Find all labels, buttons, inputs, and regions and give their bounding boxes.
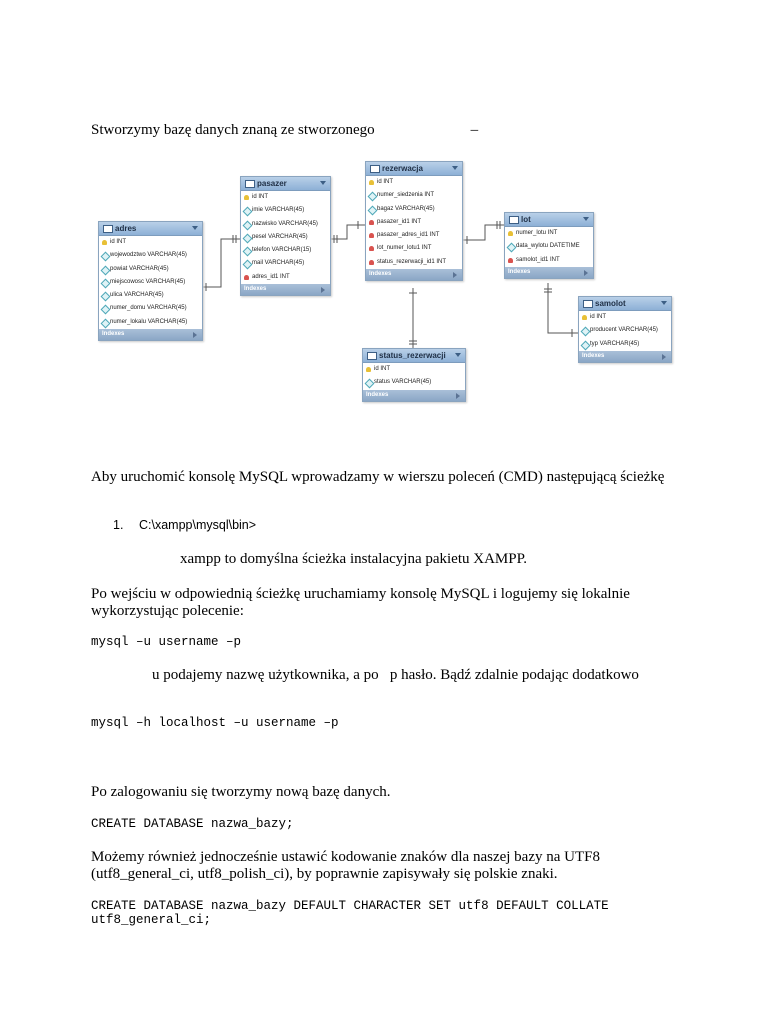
paragraph-encoding: Możemy również jednocześnie ustawić kodowanie znaków dla naszej bazy na UTF8 (utf8_general_ci, utf8_polish_ci), by poprawnie zapisywały się polskie znaki. <box>91 849 600 882</box>
link-adres-pasazer <box>202 239 240 287</box>
column-label: numer_lokalu VARCHAR(45) <box>110 318 188 325</box>
entity-column <box>241 244 330 257</box>
indexes-section[interactable] <box>579 351 671 362</box>
expand-arrow-icon[interactable] <box>662 354 666 360</box>
foreign-key-icon <box>244 275 249 280</box>
link-rezerwacja-lot <box>462 225 504 240</box>
entity-column <box>505 240 593 253</box>
intro-sentence: Stworzymy bazę danych znaną ze stworzonego <box>91 122 375 138</box>
entity-column <box>99 263 202 276</box>
indexes-label: Indexes <box>366 391 389 398</box>
chevron-down-icon[interactable] <box>452 166 458 170</box>
column-icon <box>101 292 111 302</box>
indexes-label: Indexes <box>244 286 267 293</box>
entity-column <box>99 276 202 289</box>
entity-column <box>366 229 462 242</box>
entity-header[interactable] <box>366 162 462 176</box>
entity-samolot[interactable] <box>578 296 672 363</box>
entity-header[interactable] <box>579 297 671 311</box>
primary-key-icon <box>582 315 587 320</box>
foreign-key-icon <box>369 233 374 238</box>
column-label: status VARCHAR(45) <box>374 379 432 386</box>
column-label: pasazer_adres_id1 INT <box>377 232 440 239</box>
paragraph-create: Po zalogowaniu się tworzymy nową bazę danych. <box>91 784 391 800</box>
indexes-label: Indexes <box>582 352 605 359</box>
column-label: pesel VARCHAR(45) <box>252 233 308 240</box>
column-label: id INT <box>252 194 269 200</box>
indexes-section[interactable] <box>366 269 462 280</box>
column-label: adres_id1 INT <box>252 273 290 280</box>
primary-key-icon <box>366 367 371 372</box>
entity-column <box>99 316 202 329</box>
er-diagram <box>90 155 680 415</box>
entity-column <box>99 249 202 262</box>
chevron-down-icon[interactable] <box>583 217 589 221</box>
entity-column <box>366 203 462 216</box>
entity-adres[interactable] <box>98 221 203 341</box>
entity-header[interactable] <box>363 349 465 363</box>
code-login: mysql –u username –p <box>91 635 242 649</box>
column-icon <box>101 318 111 328</box>
entity-column <box>241 271 330 284</box>
column-icon <box>101 252 111 262</box>
column-icon <box>243 233 253 243</box>
entity-column <box>241 191 330 204</box>
column-label: wojewodztwo VARCHAR(45) <box>110 252 187 259</box>
column-label: typ VARCHAR(45) <box>590 340 640 347</box>
table-icon <box>245 180 255 188</box>
entity-column <box>505 254 593 267</box>
expand-arrow-icon[interactable] <box>193 332 197 338</box>
expand-arrow-icon[interactable] <box>584 270 588 276</box>
indexes-label: Indexes <box>102 331 125 338</box>
column-label: nazwisko VARCHAR(45) <box>252 220 318 227</box>
entity-column <box>99 289 202 302</box>
column-label: powiat VARCHAR(45) <box>110 265 169 272</box>
column-label: numer_lotu INT <box>516 230 558 236</box>
column-icon <box>243 207 253 217</box>
link-pasazer-rezerwacja <box>330 225 365 239</box>
entity-name: lot <box>521 215 531 224</box>
paragraph-login: Po wejściu w odpowiednią ścieżkę uruchamiamy konsolę MySQL i logujemy się lokalnie wykorzystując polecenie: <box>91 586 630 619</box>
column-icon <box>507 243 517 253</box>
table-icon <box>583 300 593 308</box>
list-item-path <box>113 518 256 532</box>
entity-rezerwacja[interactable] <box>365 161 463 281</box>
entity-name: rezerwacja <box>382 164 423 173</box>
entity-column <box>363 363 465 376</box>
table-icon <box>370 165 380 173</box>
paragraph-xampp: xampp to domyślna ścieżka instalacyjna pakietu XAMPP. <box>180 551 528 567</box>
foreign-key-icon <box>369 220 374 225</box>
table-icon <box>103 225 113 233</box>
entity-column <box>241 204 330 217</box>
entity-column <box>241 257 330 270</box>
expand-arrow-icon[interactable] <box>321 287 325 293</box>
entity-header[interactable] <box>99 222 202 236</box>
entity-header[interactable] <box>505 213 593 227</box>
column-icon <box>101 265 111 275</box>
column-label: telefon VARCHAR(15) <box>252 247 312 254</box>
column-label: lot_numer_lotu1 INT <box>377 245 432 252</box>
column-label: ulica VARCHAR(45) <box>110 292 164 299</box>
expand-arrow-icon[interactable] <box>453 272 457 278</box>
intro-text <box>91 122 478 139</box>
expand-arrow-icon[interactable] <box>456 393 460 399</box>
entity-column <box>366 216 462 229</box>
entity-column <box>363 376 465 389</box>
primary-key-icon <box>244 195 249 200</box>
indexes-section[interactable] <box>505 267 593 278</box>
column-icon <box>101 305 111 315</box>
entity-name: adres <box>115 224 137 233</box>
foreign-key-icon <box>508 258 513 263</box>
column-icon <box>368 205 378 215</box>
primary-key-icon <box>508 231 513 236</box>
foreign-key-icon <box>369 246 374 251</box>
column-label: producent VARCHAR(45) <box>590 327 658 334</box>
code-create: CREATE DATABASE nazwa_bazy; <box>91 817 294 831</box>
entity-column <box>366 256 462 269</box>
entity-name: pasazer <box>257 179 287 188</box>
entity-column <box>579 311 671 324</box>
entity-column <box>366 242 462 255</box>
path-text: C:\xampp\mysql\bin> <box>139 518 257 532</box>
indexes-section[interactable] <box>241 284 330 295</box>
chevron-down-icon[interactable] <box>455 353 461 357</box>
column-icon <box>243 220 253 230</box>
paragraph-cmd: Aby uruchomić konsolę MySQL wprowadzamy w wierszu poleceń (CMD) następującą ścieżkę <box>91 469 665 485</box>
table-icon <box>367 352 377 360</box>
chevron-down-icon[interactable] <box>661 301 667 305</box>
entity-column <box>241 218 330 231</box>
entity-column <box>366 176 462 189</box>
paragraph-user: u podajemy nazwę użytkownika, a po p hasło. Bądź zdalnie podając dodatkowo <box>152 667 639 683</box>
column-label: mail VARCHAR(45) <box>252 260 305 267</box>
entity-column <box>99 236 202 249</box>
column-label: data_wylotu DATETIME <box>516 243 580 250</box>
indexes-section[interactable] <box>363 390 465 401</box>
column-label: status_rezerwacji_id1 INT <box>377 258 447 265</box>
indexes-label: Indexes <box>369 271 392 278</box>
code-remote: mysql –h localhost –u username –p <box>91 716 339 730</box>
entity-name: status_rezerwacji <box>379 351 446 360</box>
indexes-label: Indexes <box>508 268 531 275</box>
column-label: id INT <box>374 366 391 372</box>
column-icon <box>243 247 253 257</box>
chevron-down-icon[interactable] <box>320 181 326 185</box>
table-icon <box>509 216 519 224</box>
column-icon <box>101 278 111 288</box>
entity-column <box>99 302 202 315</box>
column-icon <box>243 260 253 270</box>
entity-name: samolot <box>595 299 626 308</box>
column-label: id INT <box>590 314 607 320</box>
column-label: samolot_id1 INT <box>516 256 560 263</box>
entity-column <box>579 324 671 337</box>
primary-key-icon <box>369 180 374 185</box>
column-label: numer_siedzenia INT <box>377 192 435 199</box>
entity-pasazer[interactable] <box>240 176 331 296</box>
column-icon <box>581 327 591 337</box>
column-icon <box>368 192 378 202</box>
column-label: pasazer_id1 INT <box>377 218 422 225</box>
entity-header[interactable] <box>241 177 330 191</box>
list-number: 1. <box>113 518 124 532</box>
intro-dash: – <box>470 122 479 138</box>
column-label: miejscowosc VARCHAR(45) <box>110 278 186 285</box>
chevron-down-icon[interactable] <box>192 226 198 230</box>
column-label: imie VARCHAR(45) <box>252 207 305 214</box>
foreign-key-icon <box>369 260 374 265</box>
entity-column <box>579 338 671 351</box>
column-icon <box>365 379 375 389</box>
code-create-utf8: CREATE DATABASE nazwa_bazy DEFAULT CHARACTER SET utf8 DEFAULT COLLATE utf8_general_ci; <box>91 899 609 927</box>
primary-key-icon <box>102 240 107 245</box>
column-label: numer_domu VARCHAR(45) <box>110 305 187 312</box>
entity-column <box>366 189 462 202</box>
column-label: id INT <box>377 179 394 185</box>
entity-column <box>505 227 593 240</box>
entity-column <box>241 231 330 244</box>
entity-status-rezerwacji[interactable] <box>362 348 466 402</box>
column-label: id INT <box>110 239 127 245</box>
entity-lot[interactable] <box>504 212 594 279</box>
column-icon <box>581 340 591 350</box>
column-label: bagaz VARCHAR(45) <box>377 205 435 212</box>
indexes-section[interactable] <box>99 329 202 340</box>
link-lot-samolot <box>548 283 578 333</box>
